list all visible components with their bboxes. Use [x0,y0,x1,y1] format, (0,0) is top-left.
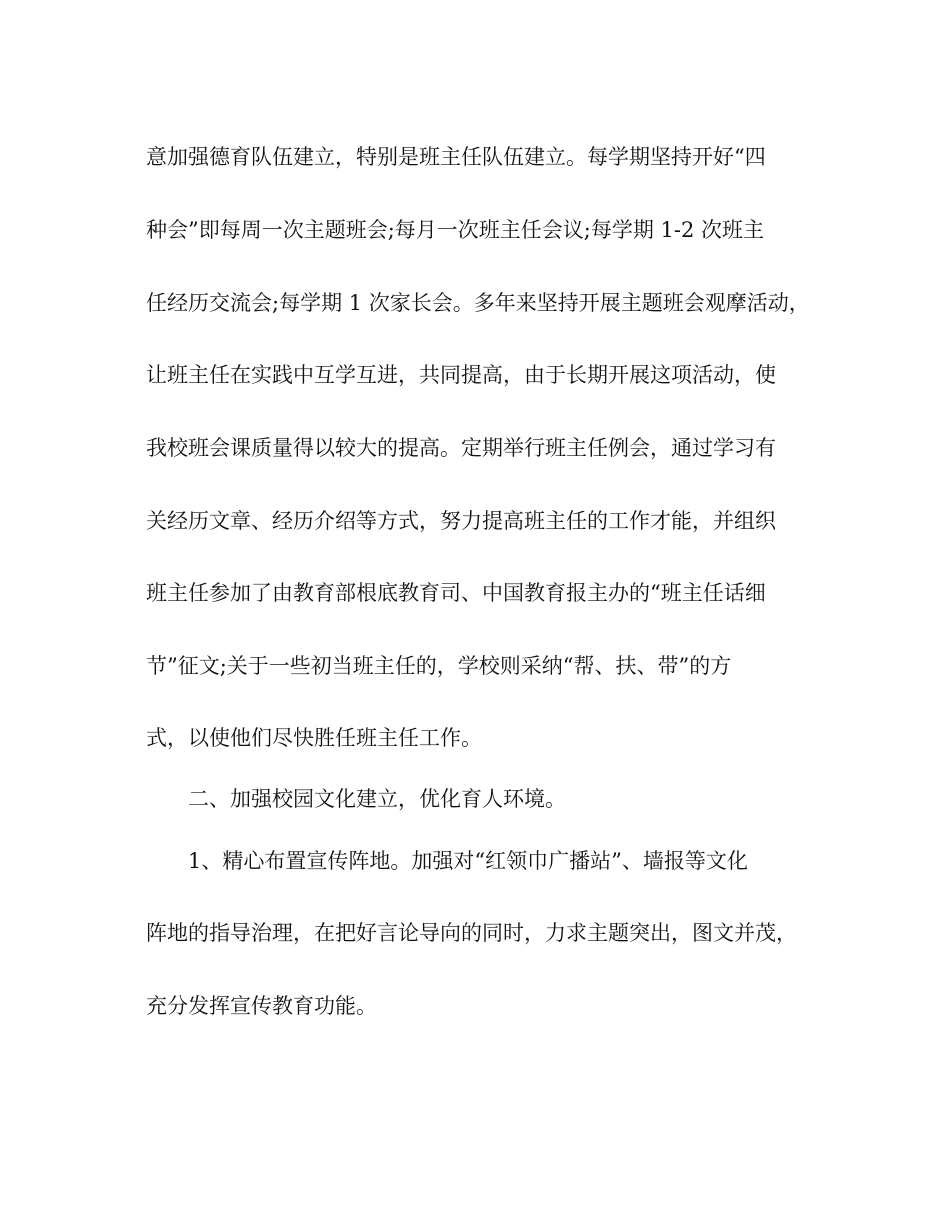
text-line: 关经历文章、经历介绍等方式，努力提高班主任的工作才能，并组织 [146,509,776,533]
text-line: 任经历交流会;每学期 1 次家长会。多年来坚持开展主题班会观摩活动， [146,291,810,315]
text-line: 种会”即每周一次主题班会;每月一次班主任会议;每学期 1-2 次班主 [146,218,765,242]
text-line: 充分发挥宣传教育功能。 [146,994,377,1018]
paragraph-start: 1、精心布置宣传阵地。加强对“红领巾广播站”、墙报等文化 [188,849,748,873]
text-line: 班主任参加了由教育部根底教育司、中国教育报主办的“班主任话细 [146,581,766,605]
text-line: 式，以使他们尽快胜任班主任工作。 [146,726,482,750]
section-heading: 二、加强校园文化建立，优化育人环境。 [188,787,566,811]
text-line: 阵地的指导治理，在把好言论导向的同时，力求主题突出，图文并茂， [146,921,797,945]
text-line: 让班主任在实践中互学互进，共同提高，由于长期开展这项活动，使 [146,363,776,387]
text-line: 我校班会课质量得以较大的提高。定期举行班主任例会，通过学习有 [146,436,776,460]
text-line: 意加强德育队伍建立，特别是班主任队伍建立。每学期坚持开好“四 [146,145,766,169]
text-line: 节”征文;关于一些初当班主任的，学校则采纳“帮、扶、带”的方 [146,654,732,678]
